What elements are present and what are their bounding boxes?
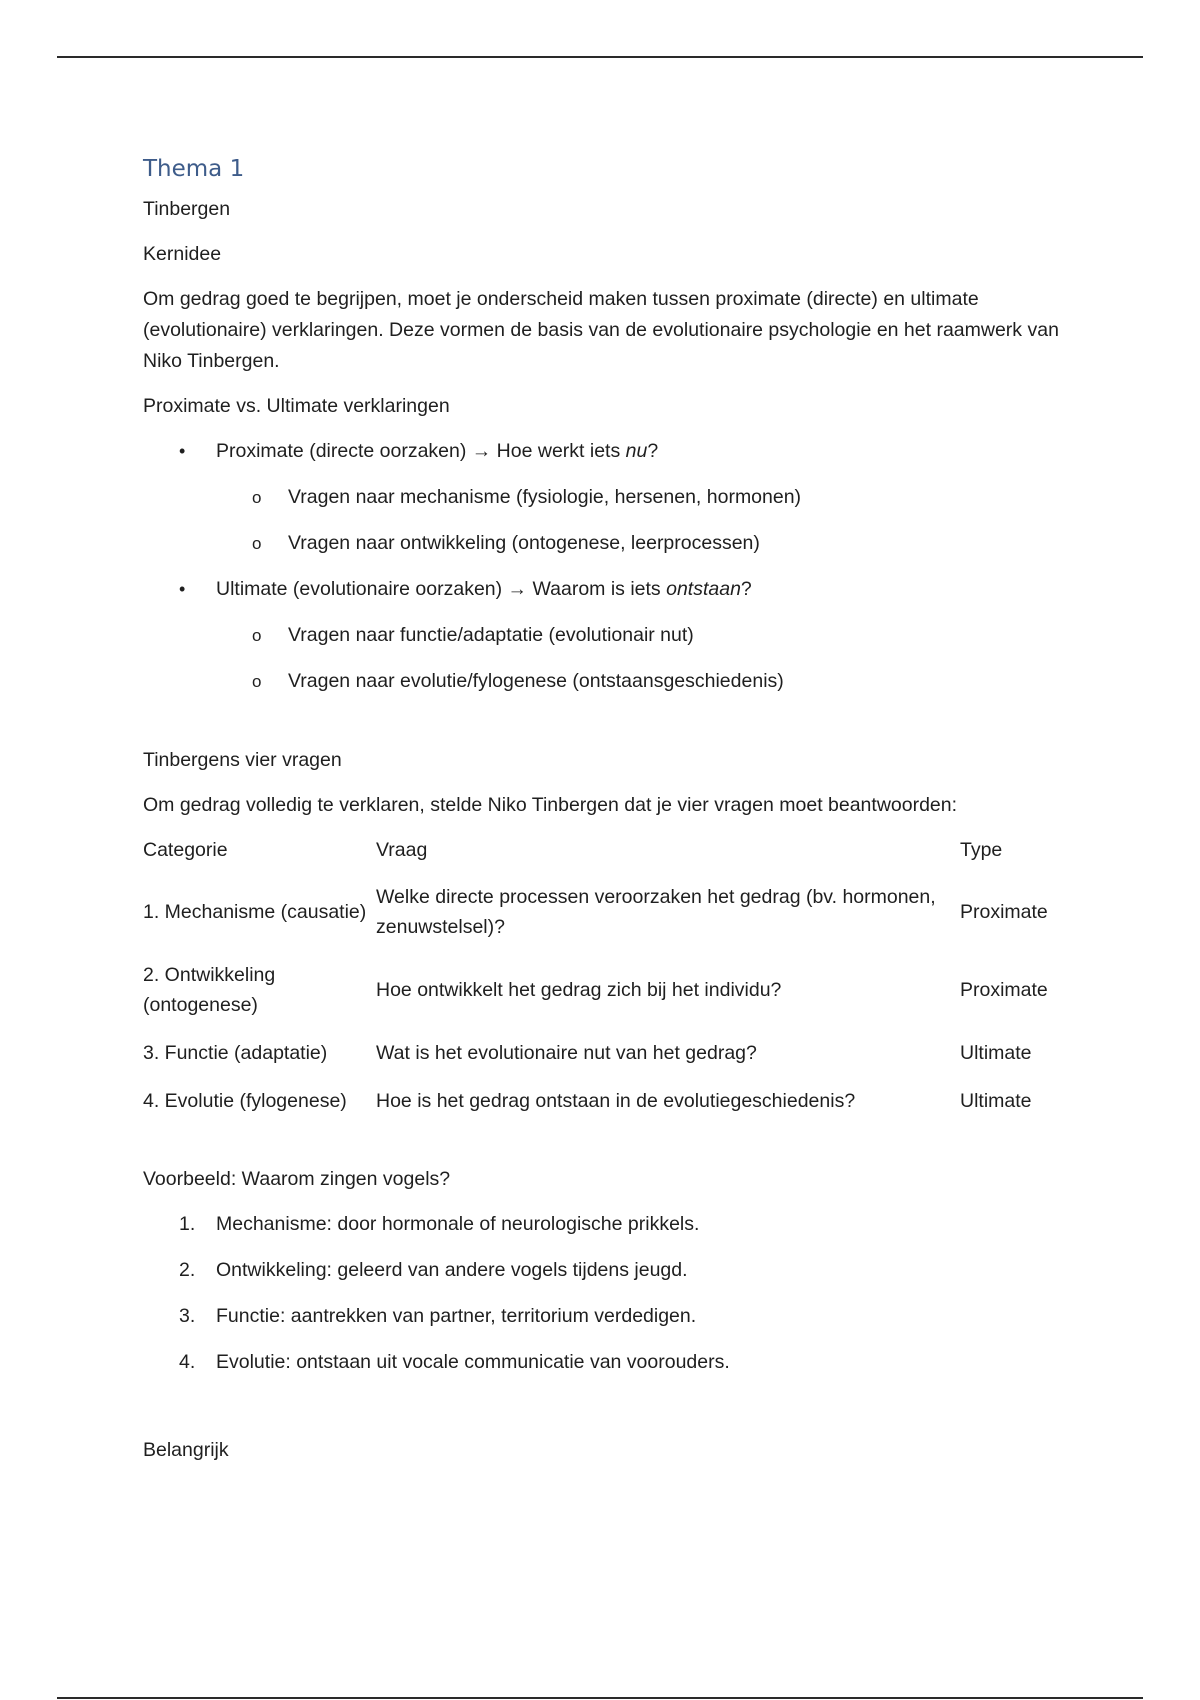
- sub-list-item: [143, 528, 1063, 559]
- intro-paragraph: Om gedrag goed te begrijpen, moet je onderscheid maken tussen proximate (directe) en ultimate (evolutionaire) verklaringen. Deze vormen de basis van de evolutionaire psychologie en het raamwerk van Niko Tinbergen.: [143, 287, 1059, 372]
- sub-list-item-text: Vragen naar ontwikkeling (ontogenese, leerprocessen): [288, 531, 760, 554]
- table-cell: Ultimate: [960, 1041, 1032, 1064]
- list-item: [143, 574, 1063, 605]
- sub-list-item: [143, 620, 1063, 651]
- list-item-lead: Ultimate (evolutionaire oorzaken) → Waarom is iets: [216, 577, 667, 600]
- list-item-emphasis: nu: [625, 439, 648, 462]
- document-page: [143, 155, 1063, 1480]
- list-item: [143, 1209, 1063, 1240]
- spacer: [143, 712, 1063, 745]
- closing-label: Belangrijk: [143, 1438, 229, 1461]
- table-cell: Ultimate: [960, 1089, 1032, 1112]
- four-questions-title: Tinbergens vier vragen: [143, 748, 342, 771]
- list-item-emphasis: ontstaan: [666, 577, 741, 600]
- sub-list-item-text: Vragen naar evolutie/fylogenese (ontstaansgeschiedenis): [288, 669, 784, 692]
- sub-list-item-text: Vragen naar mechanisme (fysiologie, hersenen, hormonen): [288, 485, 802, 508]
- questions-table: [143, 835, 1063, 1134]
- sub-bullet-marker: o: [252, 487, 262, 507]
- bullet-marker: •: [179, 440, 186, 461]
- list-item-tail: ?: [647, 439, 659, 462]
- list-number: 4.: [179, 1350, 196, 1373]
- table-header-cell: Vraag: [376, 838, 428, 861]
- table-row: [143, 1086, 1063, 1134]
- list-item-text: Evolutie: ontstaan uit vocale communicatie van voorouders.: [216, 1350, 730, 1373]
- table-row: [143, 1038, 1063, 1086]
- sub-list-item: [143, 666, 1063, 697]
- list-item-text: Ontwikkeling: geleerd van andere vogels tijdens jeugd.: [216, 1258, 688, 1281]
- list-item-text: Mechanisme: door hormonale of neurologische prikkels.: [216, 1212, 700, 1235]
- table-row: [143, 960, 1063, 1038]
- list-item: [143, 1347, 1063, 1378]
- list-item-tail: ?: [740, 577, 752, 600]
- spacer: [143, 1134, 1063, 1164]
- list-number: 3.: [179, 1304, 196, 1327]
- subtopic-label: Kernidee: [143, 242, 222, 265]
- comparison-title: Proximate vs. Ultimate verklaringen: [143, 394, 450, 417]
- footer-rule: [57, 1697, 1143, 1699]
- example-title: Voorbeeld: Waarom zingen vogels?: [143, 1167, 451, 1190]
- table-cell: Hoe is het gedrag ontstaan in de evolutiegeschiedenis?: [376, 1089, 856, 1112]
- sub-bullet-marker: o: [252, 671, 262, 691]
- sub-bullet-marker: o: [252, 625, 262, 645]
- list-item: [143, 1301, 1063, 1332]
- table-header-row: [143, 835, 1063, 882]
- list-item-lead: Proximate (directe oorzaken) → Hoe werkt iets: [216, 439, 626, 462]
- list-number: 1.: [179, 1212, 196, 1235]
- table-cell: 2. Ontwikkeling (ontogenese): [143, 963, 276, 1016]
- list-item-text: Functie: aantrekken van partner, territorium verdedigen.: [216, 1304, 697, 1327]
- list-item: [143, 1255, 1063, 1286]
- header-rule: [57, 56, 1143, 58]
- table-cell: Proximate: [960, 978, 1048, 1001]
- spacer: [143, 1393, 1063, 1435]
- sub-list-item-text: Vragen naar functie/adaptatie (evolutionair nut): [288, 623, 694, 646]
- list-item: [143, 436, 1063, 467]
- bullet-marker: •: [179, 578, 186, 599]
- topic-label: Tinbergen: [143, 197, 231, 220]
- example-list: [143, 1209, 1063, 1378]
- sub-bullet-marker: o: [252, 533, 262, 553]
- four-questions-intro: Om gedrag volledig te verklaren, stelde Niko Tinbergen dat je vier vragen moet beantwoorden:: [143, 793, 958, 816]
- comparison-list: [143, 436, 1063, 697]
- table-cell: Hoe ontwikkelt het gedrag zich bij het individu?: [376, 978, 782, 1001]
- table-cell: 1. Mechanisme (causatie): [143, 900, 367, 923]
- table-cell: Proximate: [960, 900, 1048, 923]
- table-header-cell: Type: [960, 838, 1003, 861]
- table-cell: Wat is het evolutionaire nut van het gedrag?: [376, 1041, 757, 1064]
- table-cell: 3. Functie (adaptatie): [143, 1041, 328, 1064]
- table-cell: 4. Evolutie (fylogenese): [143, 1089, 347, 1112]
- table-row: [143, 882, 1063, 960]
- document-heading: Thema 1: [143, 156, 245, 182]
- sub-list-item: [143, 482, 1063, 513]
- table-header-cell: Categorie: [143, 838, 228, 861]
- list-number: 2.: [179, 1258, 196, 1281]
- table-cell: Welke directe processen veroorzaken het gedrag (bv. hormonen, zenuwstelsel)?: [376, 885, 936, 938]
